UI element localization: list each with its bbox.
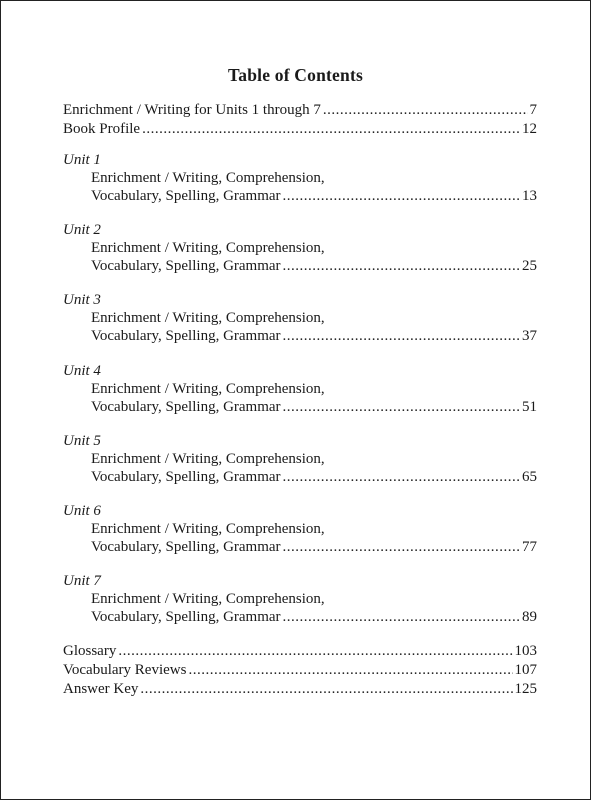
toc-entry-label: Enrichment / Writing for Units 1 through 7 bbox=[63, 102, 321, 118]
unit-heading: Unit 6 bbox=[63, 503, 101, 519]
toc-page-number: 89 bbox=[522, 609, 537, 625]
toc-page-number: 13 bbox=[522, 188, 537, 204]
toc-entry-unit-4 bbox=[91, 398, 537, 417]
toc-page-number: 25 bbox=[522, 258, 537, 274]
toc-entry-label: Vocabulary, Spelling, Grammar bbox=[91, 188, 281, 204]
unit-topics-line: Enrichment / Writing, Comprehension, bbox=[91, 170, 325, 186]
toc-entry-label: Vocabulary, Spelling, Grammar bbox=[91, 609, 281, 625]
page-title: Table of Contents bbox=[228, 65, 363, 85]
toc-entry-label: Vocabulary, Spelling, Grammar bbox=[91, 539, 281, 555]
toc-entry-unit-6 bbox=[91, 538, 537, 557]
dot-leader bbox=[283, 398, 520, 417]
toc-page-number: 12 bbox=[522, 121, 537, 137]
unit-topics-line: Enrichment / Writing, Comprehension, bbox=[91, 591, 325, 607]
dot-leader bbox=[283, 608, 520, 627]
toc-page-number: 103 bbox=[514, 643, 537, 659]
dot-leader bbox=[283, 257, 520, 276]
unit-heading: Unit 2 bbox=[63, 222, 101, 238]
toc-entry-enrichment-writing bbox=[63, 101, 537, 120]
toc-entry-book-profile bbox=[63, 120, 537, 139]
toc-page-number: 51 bbox=[522, 399, 537, 415]
toc-entry-unit-1 bbox=[91, 187, 537, 206]
toc-entry-label: Vocabulary, Spelling, Grammar bbox=[91, 258, 281, 274]
dot-leader bbox=[283, 327, 520, 346]
toc-entry-label: Answer Key bbox=[63, 681, 139, 697]
toc-entry-label: Book Profile bbox=[63, 121, 141, 137]
unit-topics-line: Enrichment / Writing, Comprehension, bbox=[91, 521, 325, 537]
unit-topics-line: Enrichment / Writing, Comprehension, bbox=[91, 240, 325, 256]
toc-page-number: 7 bbox=[529, 102, 537, 118]
unit-heading: Unit 7 bbox=[63, 573, 101, 589]
toc-page-number: 125 bbox=[514, 681, 537, 697]
toc-entry-glossary bbox=[63, 642, 537, 661]
unit-topics-line: Enrichment / Writing, Comprehension, bbox=[91, 451, 325, 467]
toc-entry-label: Vocabulary, Spelling, Grammar bbox=[91, 469, 281, 485]
dot-leader bbox=[283, 468, 520, 487]
dot-leader bbox=[188, 661, 512, 680]
dot-leader bbox=[283, 187, 520, 206]
unit-heading: Unit 5 bbox=[63, 433, 101, 449]
toc-entry-label: Glossary bbox=[63, 643, 117, 659]
toc-page-number: 107 bbox=[514, 662, 537, 678]
toc-page-number: 37 bbox=[522, 328, 537, 344]
dot-leader bbox=[140, 680, 512, 699]
dot-leader bbox=[118, 642, 512, 661]
toc-page-number: 77 bbox=[522, 539, 537, 555]
toc-page-number: 65 bbox=[522, 469, 537, 485]
unit-topics-line: Enrichment / Writing, Comprehension, bbox=[91, 310, 325, 326]
dot-leader bbox=[323, 101, 528, 120]
toc-entry-vocabulary-reviews bbox=[63, 661, 537, 680]
unit-heading: Unit 1 bbox=[63, 152, 101, 168]
toc-entry-unit-5 bbox=[91, 468, 537, 487]
dot-leader bbox=[142, 120, 520, 139]
toc-entry-answer-key bbox=[63, 680, 537, 699]
unit-heading: Unit 3 bbox=[63, 292, 101, 308]
unit-topics-line: Enrichment / Writing, Comprehension, bbox=[91, 381, 325, 397]
toc-entry-label: Vocabulary, Spelling, Grammar bbox=[91, 328, 281, 344]
toc-entry-unit-2 bbox=[91, 257, 537, 276]
toc-entry-label: Vocabulary Reviews bbox=[63, 662, 187, 678]
unit-heading: Unit 4 bbox=[63, 363, 101, 379]
toc-entry-label: Vocabulary, Spelling, Grammar bbox=[91, 399, 281, 415]
dot-leader bbox=[283, 538, 520, 557]
toc-entry-unit-7 bbox=[91, 608, 537, 627]
toc-entry-unit-3 bbox=[91, 327, 537, 346]
